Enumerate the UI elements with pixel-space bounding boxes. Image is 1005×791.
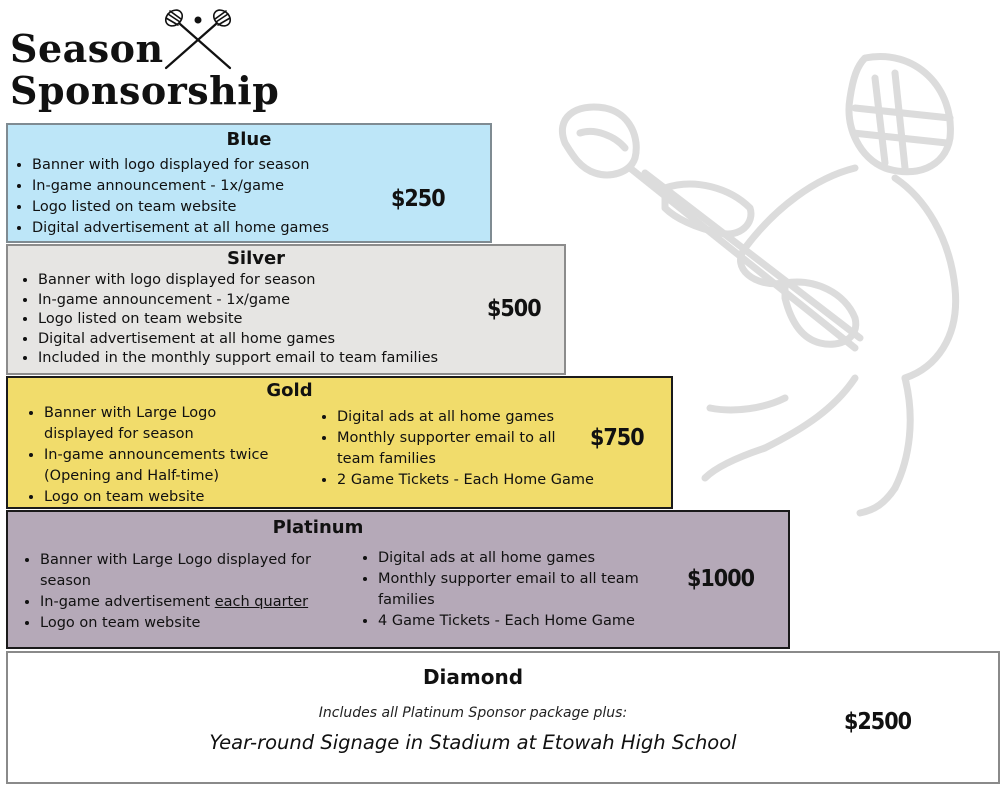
crossed-lacrosse-sticks-icon (160, 6, 236, 72)
benefits-list-right (356, 548, 648, 632)
tier-name: Silver (226, 248, 286, 269)
diamond-feature: Year-round Signage in Stadium at Etowah High School (209, 731, 737, 754)
tier-name: Blue (226, 129, 272, 150)
benefit-item: • In-game announcements twice (Opening and Half-time) (44, 445, 289, 487)
benefit-item: • 2 Game Tickets - Each Home Game (337, 470, 597, 491)
benefits-list-left (22, 403, 289, 508)
benefit-item: • Banner with Large Logo displayed for season (44, 403, 289, 445)
tier-gold (6, 376, 673, 509)
benefit-item: • Logo on team website (44, 487, 289, 508)
benefit-item: • Monthly supporter email to all team families (378, 569, 648, 611)
price: $250 (391, 186, 445, 212)
diamond-subtitle: Includes all Platinum Sponsor package plus: (318, 705, 628, 721)
price: $500 (487, 296, 541, 322)
benefits-list (10, 155, 329, 239)
tier-platinum (6, 510, 790, 649)
price: $1000 (687, 566, 754, 592)
benefit-item: • Digital ads at all home games (378, 548, 648, 569)
tier-name: Platinum (272, 517, 364, 538)
tier-silver (6, 244, 566, 375)
benefits-list-left (18, 550, 320, 634)
title-line-1: Season (10, 26, 164, 71)
benefit-item: • Digital advertisement at all home games (38, 330, 438, 350)
tier-blue (6, 123, 492, 243)
benefits-list-right (315, 407, 597, 491)
benefit-item: • Monthly supporter email to all team families (337, 428, 597, 470)
benefit-item: • Logo listed on team website (38, 310, 438, 330)
benefit-item: • In-game announcement - 1x/game (38, 291, 438, 311)
tier-name: Diamond (422, 665, 524, 689)
benefit-item (40, 592, 320, 613)
price: $2500 (844, 709, 911, 735)
benefits-list (16, 271, 438, 369)
benefit-item: • 4 Game Tickets - Each Home Game (378, 611, 648, 632)
benefit-text: In-game advertisement (40, 594, 215, 610)
benefit-item: • Logo on team website (40, 613, 320, 634)
benefit-item: • Banner with Large Logo displayed for season (40, 550, 320, 592)
tier-diamond (6, 651, 1000, 784)
benefit-item: • Included in the monthly support email to team families (38, 349, 438, 369)
emphasis-text: each quarter (214, 594, 309, 610)
price: $750 (590, 425, 644, 451)
benefit-item: • In-game announcement - 1x/game (32, 176, 329, 197)
tier-name: Gold (266, 380, 313, 401)
benefit-item: • Digital advertisement at all home games (32, 218, 329, 239)
title-line-2: Sponsorship (10, 68, 280, 113)
benefit-item: • Banner with logo displayed for season (32, 155, 329, 176)
benefit-item: • Logo listed on team website (32, 197, 329, 218)
benefit-item: • Banner with logo displayed for season (38, 271, 438, 291)
benefit-item: • Digital ads at all home games (337, 407, 597, 428)
page-title (10, 28, 279, 112)
